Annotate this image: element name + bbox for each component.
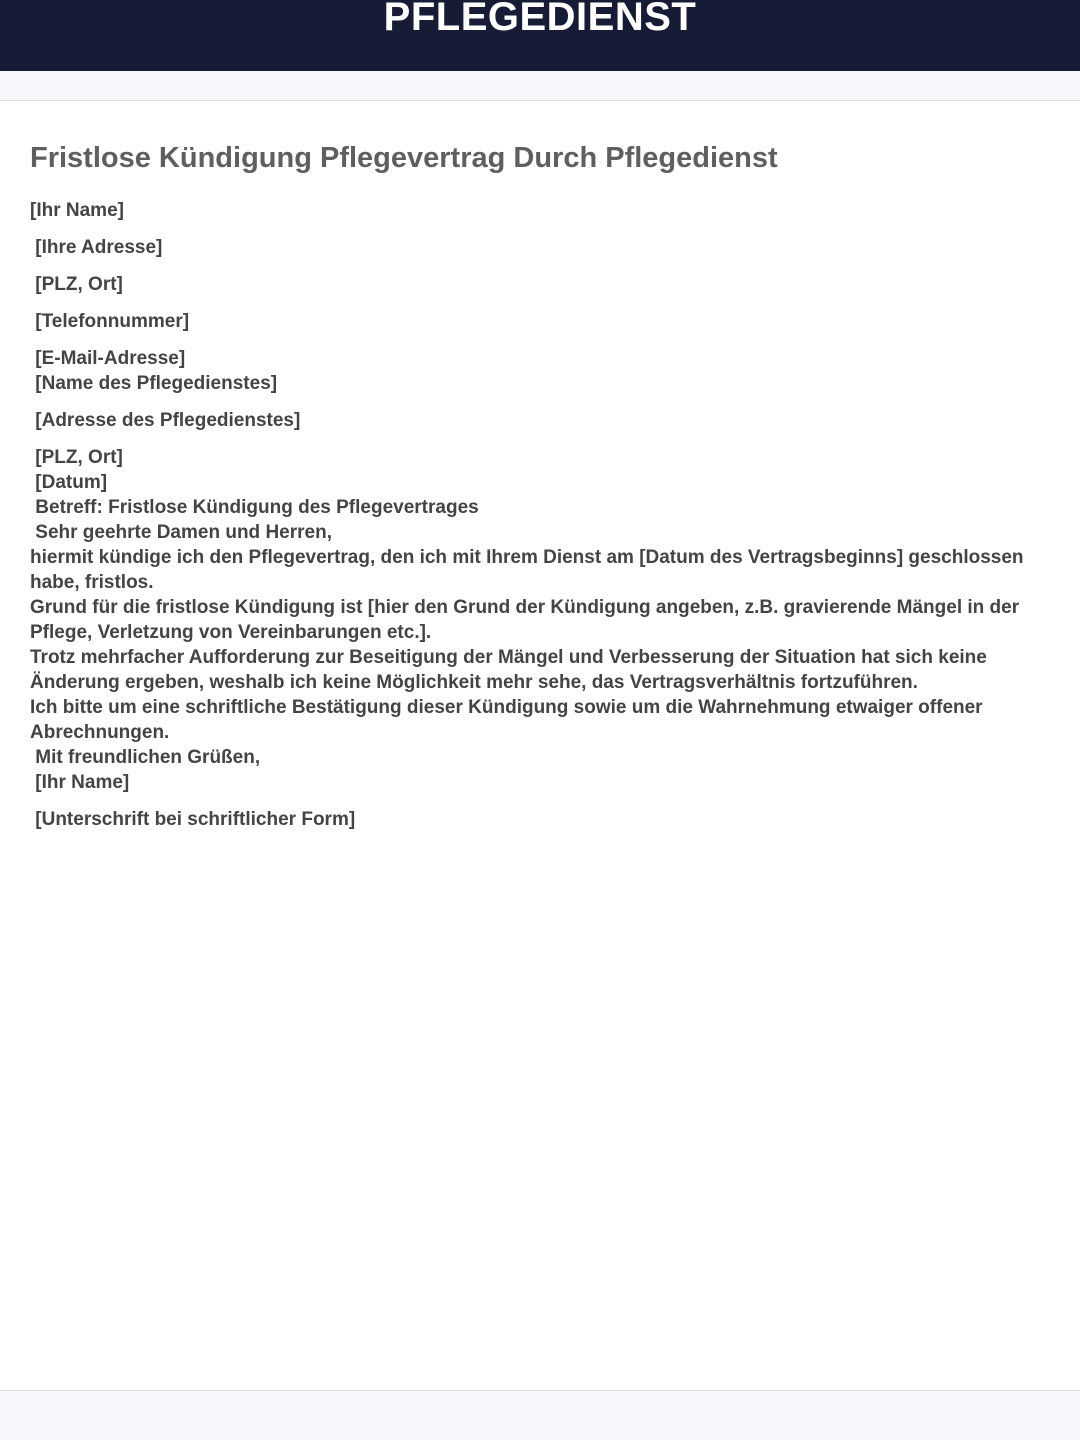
letter-body <box>30 198 1055 832</box>
document-content <box>30 138 1055 832</box>
recipient-name: [Name des Pflegedienstes] <box>30 373 278 394</box>
letter-signature: [Unterschrift bei schriftlicher Form] <box>30 809 356 830</box>
letter-paragraph-2: Grund für die fristlose Kündigung ist [hier den Grund der Kündigung angeben, z.B. gravierende Mängel in der Pflege, Verletzung von Vereinbarungen etc.]. <box>30 597 1025 643</box>
letter-paragraph-3: Trotz mehrfacher Aufforderung zur Beseitigung der Mängel und Verbesserung der Situation hat sich keine Änderung ergeben, weshalb ich keine Möglichkeit mehr sehe, das Vertragsverhältnis fortzuführen. <box>30 647 993 693</box>
sender-phone: [Telefonnummer] <box>30 311 190 332</box>
header-bar <box>0 0 1080 71</box>
footer-strip <box>0 1390 1080 1440</box>
document-title: Fristlose Kündigung Pflegevertrag Durch Pflegedienst <box>30 142 778 174</box>
letter-subject: Betreff: Fristlose Kündigung des Pflegevertrages <box>30 497 479 518</box>
sender-name: [Ihr Name] <box>30 200 124 221</box>
sender-city: [PLZ, Ort] <box>30 274 123 295</box>
header-title: PFLEGEDIENST <box>383 0 697 39</box>
letter-paragraph-1: hiermit kündige ich den Pflegevertrag, den ich mit Ihrem Dienst am [Datum des Vertragsbeginns] geschlossen habe, fristlos. <box>30 547 1029 593</box>
letter-paragraph-4: Ich bitte um eine schriftliche Bestätigung dieser Kündigung sowie um die Wahrnehmung etwaiger offener Abrechnungen. <box>30 697 988 743</box>
recipient-address: [Adresse des Pflegedienstes] <box>30 410 301 431</box>
letter-date: [Datum] <box>30 472 108 493</box>
letter-salutation: Sehr geehrte Damen und Herren, <box>30 522 332 543</box>
letter-closing-name: [Ihr Name] <box>30 772 130 793</box>
sender-email: [E-Mail-Adresse] <box>30 348 186 369</box>
recipient-city: [PLZ, Ort] <box>30 447 123 468</box>
sub-header-strip <box>0 71 1080 101</box>
sender-address: [Ihre Adresse] <box>30 237 163 258</box>
letter-closing: Mit freundlichen Grüßen, <box>30 747 261 768</box>
